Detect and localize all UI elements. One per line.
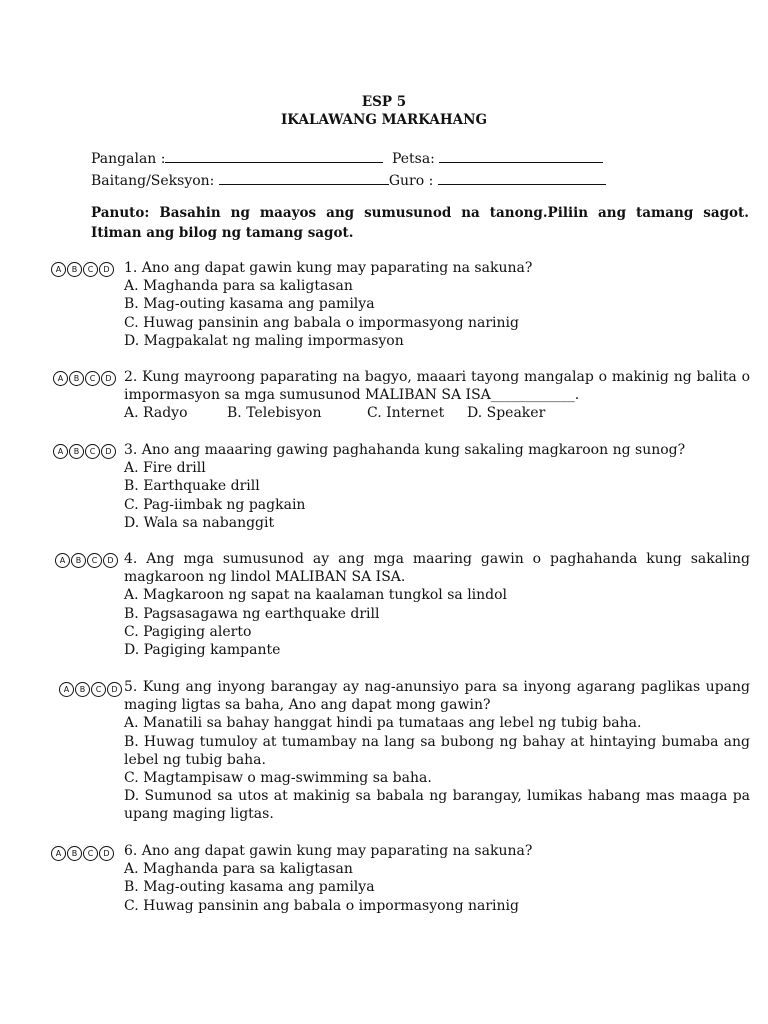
bubble-a[interactable]: A bbox=[59, 682, 74, 697]
option-c: C. Huwag pansinin ang babala o impormasyong narinig bbox=[124, 314, 519, 331]
bubble-b[interactable]: B bbox=[67, 846, 82, 861]
name-date-row bbox=[91, 149, 603, 167]
option-d: D. Sumunod sa utos at makinig sa babala ng barangay, lumikas habang mas maaga pa upang maging ligtas. bbox=[124, 788, 750, 823]
question-stem: 6. Ano ang dapat gawin kung may paparating na sakuna? bbox=[124, 843, 533, 859]
date-blank[interactable] bbox=[439, 149, 603, 163]
answer-bubbles bbox=[59, 682, 122, 697]
question-stem: 1. Ano ang dapat gawin kung may paparating na sakuna? bbox=[124, 260, 533, 276]
question-stem: 4. Ang mga sumusunod ay ang mga maaring gawin o paghahanda kung sakaling magkaroon ng lindol MALIBAN SA ISA. bbox=[124, 551, 750, 586]
bubble-a[interactable]: A bbox=[51, 846, 66, 861]
option-d: D. Pagiging kampante bbox=[124, 642, 281, 659]
bubble-a[interactable]: A bbox=[53, 371, 68, 386]
bubble-d[interactable]: D bbox=[99, 846, 114, 861]
bubble-a[interactable]: A bbox=[51, 262, 66, 277]
bubble-a[interactable]: A bbox=[55, 553, 70, 568]
instructions: Panuto: Basahin ng maayos ang sumusunod na tanong.Piliin ang tamang sagot. Itiman ang bilog ng tamang sagot. bbox=[91, 205, 749, 241]
question-stem: 5. Kung ang inyong barangay ay nag-anunsiyo para sa inyong agarang paglikas upang maging ligtas sa baha, Ano ang dapat mong gawin? bbox=[124, 679, 750, 714]
grade-teacher-row bbox=[91, 171, 606, 189]
answer-bubbles bbox=[51, 846, 114, 861]
option-b: B. Telebisyon bbox=[227, 405, 322, 422]
teacher-blank[interactable] bbox=[438, 171, 606, 185]
bubble-c[interactable]: C bbox=[83, 846, 98, 861]
bubble-d[interactable]: D bbox=[101, 371, 116, 386]
option-b: B. Earthquake drill bbox=[124, 478, 260, 495]
question-stem: 2. Kung mayroong paparating na bagyo, maaari tayong mangalap o makinig ng balita o impormasyon sa mga sumusunod MALIBAN SA ISA____________. bbox=[124, 369, 750, 404]
option-c: C. Pag-iimbak ng pagkain bbox=[124, 496, 306, 513]
option-c: C. Internet bbox=[367, 405, 445, 422]
bubble-d[interactable]: D bbox=[99, 262, 114, 277]
bubble-b[interactable]: B bbox=[67, 262, 82, 277]
option-b: B. Pagsasagawa ng earthquake drill bbox=[124, 605, 380, 622]
bubble-d[interactable]: D bbox=[103, 553, 118, 568]
options-row bbox=[124, 404, 750, 422]
answer-bubbles bbox=[51, 262, 114, 277]
question-stem: 3. Ano ang maaaring gawing paghahanda kung sakaling magkaroon ng sunog? bbox=[124, 442, 686, 458]
grade-section-label: Baitang/Seksyon: bbox=[91, 173, 215, 189]
option-a: A. Fire drill bbox=[124, 460, 206, 477]
option-a: A. Magkaroon ng sapat na kaalaman tungkol sa lindol bbox=[124, 587, 508, 604]
bubble-c[interactable]: C bbox=[91, 682, 106, 697]
option-d: D. Wala sa nabanggit bbox=[124, 514, 275, 531]
option-d: D. Magpakalat ng maling impormasyon bbox=[124, 332, 404, 349]
page-subtitle: IKALAWANG MARKAHANG bbox=[280, 112, 487, 128]
name-blank[interactable] bbox=[165, 149, 383, 163]
bubble-b[interactable]: B bbox=[75, 682, 90, 697]
bubble-d[interactable]: D bbox=[101, 444, 116, 459]
option-c: C. Pagiging alerto bbox=[124, 623, 252, 640]
bubble-b[interactable]: B bbox=[69, 371, 84, 386]
option-c: C. Magtampisaw o mag-swimming sa baha. bbox=[124, 770, 432, 787]
bubble-c[interactable]: C bbox=[85, 371, 100, 386]
option-b: B. Huwag tumuloy at tumambay na lang sa bubong ng bahay at hintaying bumaba ang lebel ng tubig baha. bbox=[124, 733, 750, 768]
option-a: A. Maghanda para sa kaligtasan bbox=[124, 278, 353, 295]
bubble-c[interactable]: C bbox=[87, 553, 102, 568]
option-b: B. Mag-outing kasama ang pamilya bbox=[124, 879, 375, 896]
option-d: D. Speaker bbox=[467, 405, 546, 422]
option-c: C. Huwag pansinin ang babala o impormasyong narinig bbox=[124, 897, 519, 914]
bubble-b[interactable]: B bbox=[71, 553, 86, 568]
option-a: A. Manatili sa bahay hanggat hindi pa tumataas ang lebel ng tubig baha. bbox=[124, 715, 642, 732]
grade-section-blank[interactable] bbox=[219, 171, 389, 185]
answer-bubbles bbox=[53, 371, 116, 386]
page-title: ESP 5 bbox=[361, 94, 407, 110]
bubble-a[interactable]: A bbox=[53, 444, 68, 459]
date-label: Petsa: bbox=[391, 151, 435, 167]
bubble-d[interactable]: D bbox=[107, 682, 122, 697]
bubble-c[interactable]: C bbox=[83, 262, 98, 277]
option-a: A. Maghanda para sa kaligtasan bbox=[124, 861, 353, 878]
teacher-label: Guro : bbox=[388, 173, 434, 189]
name-label: Pangalan : bbox=[91, 151, 166, 167]
answer-bubbles bbox=[53, 444, 116, 459]
option-b: B. Mag-outing kasama ang pamilya bbox=[124, 296, 375, 313]
answer-bubbles bbox=[55, 553, 118, 568]
option-a: A. Radyo bbox=[124, 405, 188, 422]
bubble-b[interactable]: B bbox=[69, 444, 84, 459]
bubble-c[interactable]: C bbox=[85, 444, 100, 459]
